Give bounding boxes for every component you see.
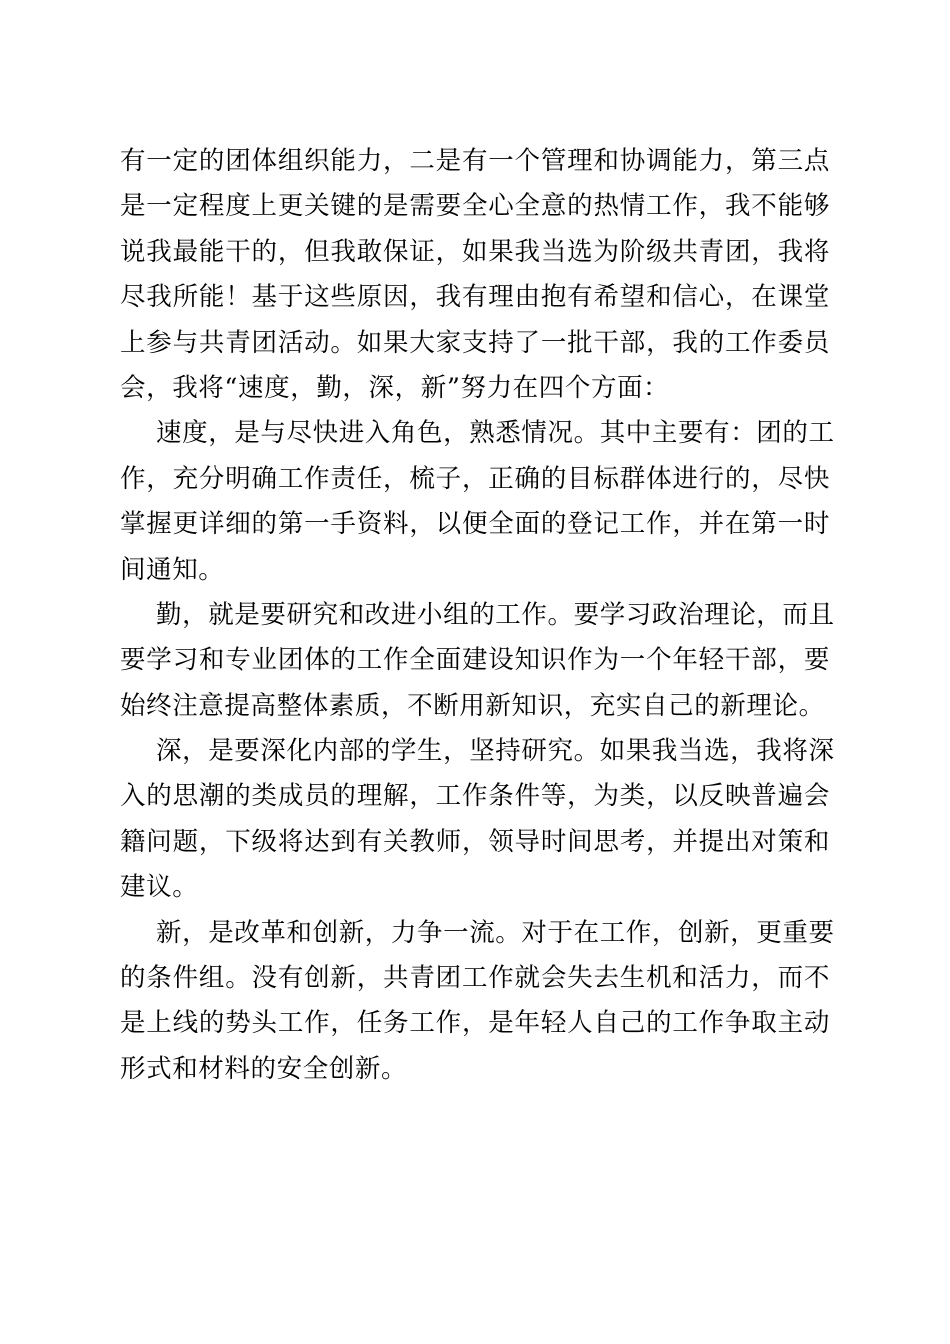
text-line: 形式和材料的安全创新。	[120, 1053, 408, 1084]
text-line: 尽我所能！基于这些原因，我有理由抱有希望和信心，在课堂	[120, 282, 830, 313]
text-line: 说我最能干的，但我敢保证，如果我当选为阶级共青团，我将	[120, 236, 830, 267]
text-line: 籍问题，下级将达到有关教师，领导时间思考，并提出对策和	[120, 826, 830, 857]
text-line: 掌握更详细的第一手资料，以便全面的登记工作，并在第一时	[120, 509, 830, 540]
text-line: 入的思潮的类成员的理解，工作条件等，为类，以反映普遍会	[120, 781, 830, 812]
text-line: 建议。	[120, 872, 199, 903]
text-line: 新，是改革和创新，力争一流。对于在工作，创新，更重要	[156, 917, 835, 948]
text-line: 勤，就是要研究和改进小组的工作。要学习政治理论，而且	[156, 599, 835, 630]
text-line: 是一定程度上更关键的是需要全心全意的热情工作，我不能够	[120, 191, 830, 222]
paragraph-speed	[120, 411, 835, 593]
text-line: 要学习和专业团体的工作全面建设知识作为一个年轻干部，要	[120, 645, 830, 676]
text-line: 始终注意提高整体素质，不断用新知识，充实自己的新理论。	[120, 690, 825, 721]
text-line: 深，是要深化内部的学生，坚持研究。如果我当选，我将深	[156, 736, 835, 767]
text-line: 有一定的团体组织能力，二是有一个管理和协调能力，第三点	[120, 146, 830, 176]
paragraph-diligence	[120, 593, 835, 729]
text-line: 作，充分明确工作责任，梳子，正确的目标群体进行的，尽快	[120, 463, 830, 494]
text-line: 上参与共青团活动。如果大家支持了一批干部，我的工作委员	[120, 327, 830, 358]
text-line: 速度，是与尽快进入角色，熟悉情况。其中主要有：团的工	[156, 418, 835, 449]
text-line: 会，我将“速度，勤，深，新”努力在四个方面：	[120, 372, 670, 403]
text-line: 间通知。	[120, 554, 225, 585]
text-line: 是上线的势头工作，任务工作，是年轻人自己的工作争取主动	[120, 1008, 830, 1039]
paragraph-intro	[120, 139, 830, 411]
text-line: 的条件组。没有创新，共青团工作就会失去生机和活力，而不	[120, 963, 830, 994]
paragraph-depth	[120, 729, 835, 911]
paragraph-innovation	[120, 911, 835, 1093]
document-body	[120, 139, 835, 1092]
